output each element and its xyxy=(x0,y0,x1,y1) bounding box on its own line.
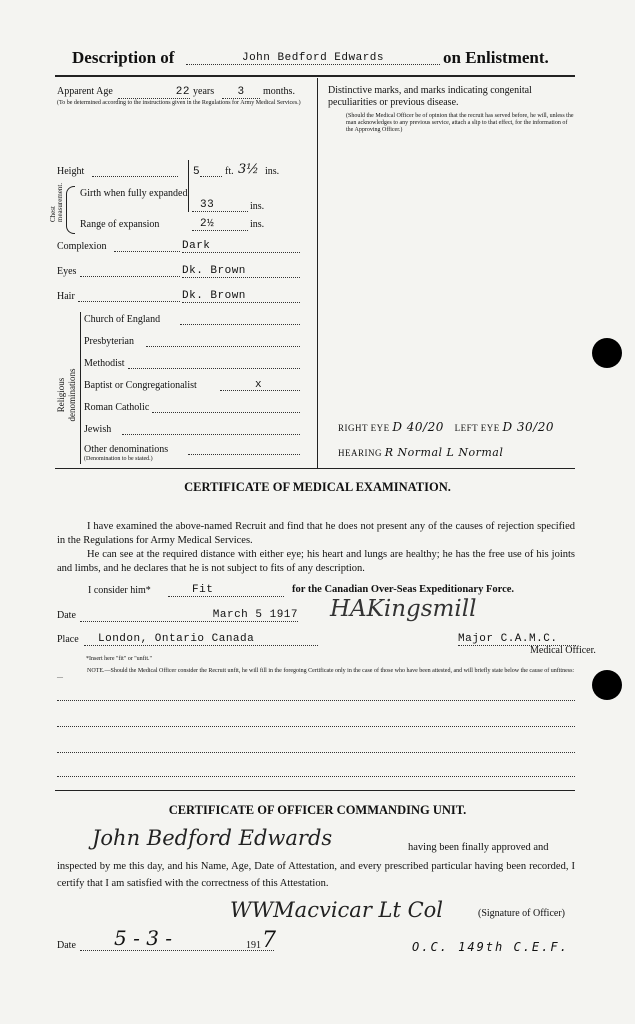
age-note: (To be determined according to the instructions given in the Regulations for Army Medical Services.) xyxy=(57,100,301,106)
months-label: months. xyxy=(263,86,295,97)
unfitness-line xyxy=(57,726,575,727)
signature-label: (Signature of Officer) xyxy=(478,908,566,919)
commanding-date-value: 5 - 3 - xyxy=(80,926,274,951)
age-years: 22 xyxy=(118,86,190,99)
religion-methodist: Methodist xyxy=(84,358,125,369)
right-eye-value: D 40/20 xyxy=(392,420,444,434)
medical-date-label: Date xyxy=(57,610,76,621)
consider-label: I consider him* xyxy=(88,585,151,596)
hair-leader xyxy=(78,301,180,302)
medical-place-label: Place xyxy=(57,634,79,645)
hair-value: Dk. Brown xyxy=(182,290,300,303)
complexion-leader xyxy=(114,251,180,252)
hearing-row xyxy=(338,446,503,459)
range-value: 2½ xyxy=(200,218,215,230)
recruit-signature: John Bedford Edwards xyxy=(92,826,333,850)
unfitness-line xyxy=(57,700,575,701)
recruit-name: John Bedford Edwards xyxy=(186,52,440,65)
religion-leader xyxy=(146,346,300,347)
complexion-value: Dark xyxy=(182,240,300,253)
column-divider xyxy=(317,78,318,468)
year-suffix: 7 xyxy=(262,928,276,953)
medical-date-value: March 5 1917 xyxy=(80,609,298,622)
commanding-title: CERTIFICATE OF OFFICER COMMANDING UNIT. xyxy=(168,803,467,817)
religion-mark: x xyxy=(255,379,263,391)
hearing-value: R Normal L Normal xyxy=(384,446,504,459)
religion-presbyterian: Presbyterian xyxy=(84,336,134,347)
eyes-label: Eyes xyxy=(57,266,77,277)
medical-officer-title: Medical Officer. xyxy=(530,645,596,656)
hearing-label: HEARING xyxy=(338,448,382,458)
height-ft: 5 xyxy=(193,166,201,178)
commanding-officer-signature: WWMacvicar Lt Col xyxy=(230,898,444,922)
height-leader xyxy=(92,176,178,177)
medical-paragraph-1: I have examined the above-named Recruit and find that he does not present any of the causes of rejection specified in the Regulations for Army Medical Services. xyxy=(57,521,575,546)
chest-bracket xyxy=(66,186,75,234)
form-title-right: on Enlistment. xyxy=(443,48,549,67)
height-ft-leader xyxy=(200,176,222,177)
eyes-value: Dk. Brown xyxy=(182,265,300,278)
medical-officer-rank: Major C.A.M.C. xyxy=(458,633,576,646)
religion-baptist: Baptist or Congregationalist xyxy=(84,380,197,391)
unfitness-line xyxy=(57,776,575,777)
punch-hole xyxy=(592,338,622,368)
ft-label: ft. xyxy=(225,166,234,177)
complexion-label: Complexion xyxy=(57,241,107,252)
height-label: Height xyxy=(57,166,85,177)
section-rule xyxy=(55,790,575,791)
left-eye-value: D 30/20 xyxy=(502,420,554,434)
religion-label: Religious denominations xyxy=(56,368,77,422)
girth-ins: ins. xyxy=(250,201,265,212)
other-denomination-note: (Denomination to be stated.) xyxy=(84,456,153,462)
height-ins: 3½ xyxy=(238,162,259,177)
right-eye-label: RIGHT EYE xyxy=(338,423,390,433)
years-label: years xyxy=(193,86,215,97)
year-prefix: 191 xyxy=(246,940,261,951)
form-title-left: Description of xyxy=(72,48,175,67)
range-ins: ins. xyxy=(250,219,265,230)
eyes-leader xyxy=(80,276,180,277)
ins-label: ins. xyxy=(265,166,280,177)
vision-row xyxy=(338,420,554,434)
medical-title: CERTIFICATE OF MEDICAL EXAMINATION. xyxy=(184,480,451,494)
hair-label: Hair xyxy=(57,291,75,302)
religion-leader xyxy=(122,434,300,435)
religion-other: Other denominations xyxy=(84,444,169,455)
certificate-lead: having been finally approved and xyxy=(408,842,549,853)
punch-hole xyxy=(592,670,622,700)
section-rule xyxy=(55,468,575,469)
range-leader xyxy=(192,230,248,231)
medical-officer-signature: HAKingsmill xyxy=(330,596,477,622)
commanding-date-label: Date xyxy=(57,940,76,951)
religion-bracket xyxy=(80,312,81,464)
age-label: Apparent Age xyxy=(57,86,113,97)
medical-paragraph-2: He can see at the required distance with either eye; his heart and lungs are healthy; he has the free use of his joints and limbs, and he declares that he is not subject to fits of any description. xyxy=(57,549,575,574)
religion-leader xyxy=(188,454,300,455)
religion-jewish: Jewish xyxy=(84,424,112,435)
girth-value: 33 xyxy=(200,199,215,211)
commanding-unit: O.C. 149th C.E.F. xyxy=(412,940,569,954)
header-rule xyxy=(55,75,575,77)
unfit-note: NOTE.—Should the Medical Officer consider the Recruit unfit, he will fill in the foregoing Certificate only in the case of those who have been attested, and will briefly state below the cause of unfitness:— xyxy=(57,668,575,681)
left-eye-label: LEFT EYE xyxy=(454,423,500,433)
bracket-line xyxy=(188,160,189,212)
religion-church-of-england: Church of England xyxy=(84,314,161,325)
fitness-value: Fit xyxy=(168,584,284,597)
girth-label: Girth when fully expanded xyxy=(80,188,188,199)
force-text: for the Canadian Over-Seas Expeditionary Force. xyxy=(292,584,515,595)
religion-roman-catholic: Roman Catholic xyxy=(84,402,150,413)
medical-place-value: London, Ontario Canada xyxy=(84,633,318,646)
age-months: 3 xyxy=(222,86,260,99)
marks-note: (Should the Medical Officer be of opinion that the recruit has served before, he will, unless the man acknowledges to any previous service, attach a slip to that effect, for the information of the Approving Officer.) xyxy=(346,113,574,133)
religion-leader xyxy=(128,368,300,369)
range-label: Range of expansion xyxy=(80,219,160,230)
chest-label: Chest measurement. xyxy=(49,182,64,222)
girth-leader xyxy=(192,211,248,212)
insert-note: *Insert here "fit" or "unfit." xyxy=(86,656,152,662)
certificate-text: inspected by me this day, and his Name, Age, Date of Attestation, and every prescribed particular having been recorded, I certify that I am satisfied with the correctness of this Attestation. xyxy=(57,861,575,889)
religion-leader xyxy=(152,412,300,413)
unfitness-line xyxy=(57,752,575,753)
marks-heading: Distinctive marks, and marks indicating congenital peculiarities or previous disease. xyxy=(328,85,532,108)
religion-leader xyxy=(180,324,300,325)
